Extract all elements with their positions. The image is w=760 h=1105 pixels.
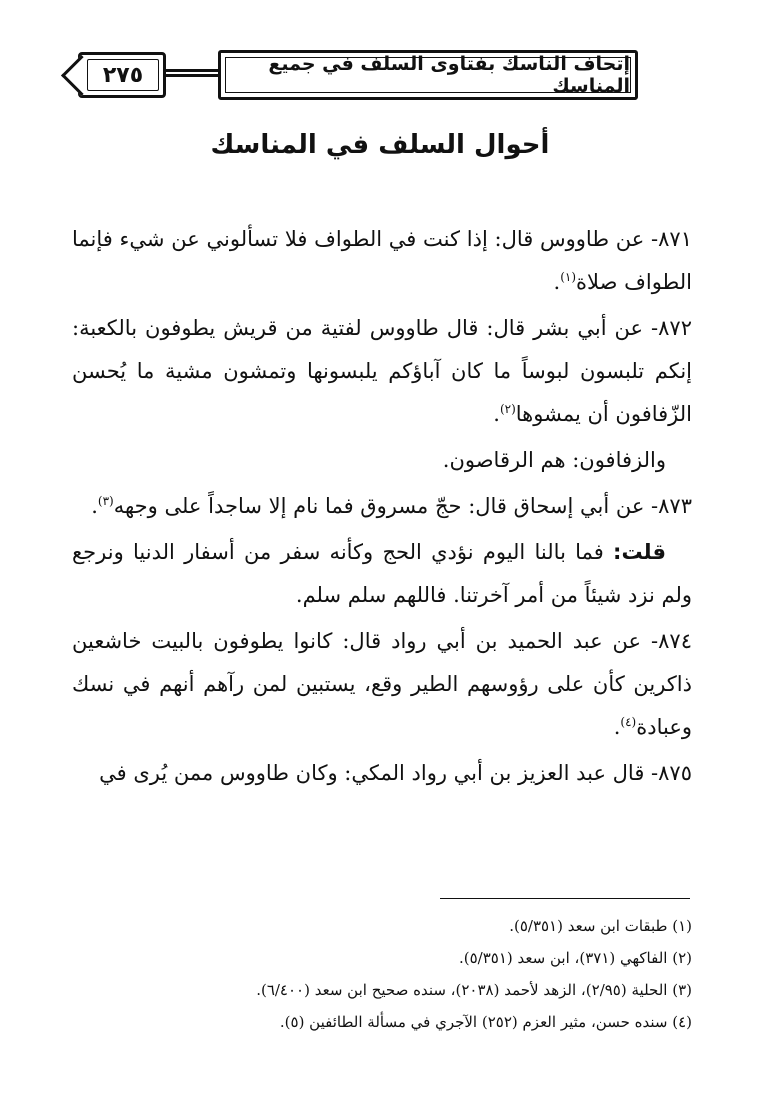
paragraph-lead: قلت: <box>613 540 666 564</box>
page-number: ٢٧٥ <box>87 59 159 91</box>
section-heading: أحوال السلف في المناسك <box>210 130 550 160</box>
paragraph <box>72 307 692 436</box>
paragraph-number: ٨٧٢- <box>651 316 692 340</box>
body-text <box>72 218 692 798</box>
paragraph-number: ٨٧١- <box>651 227 692 251</box>
paragraph-number: ٨٧٤- <box>651 629 692 653</box>
paragraph <box>72 752 692 795</box>
paragraph-end: . <box>613 715 621 739</box>
footnote-ref: (٣) <box>97 494 114 508</box>
footnotes <box>72 910 692 1038</box>
footnote-ref: (٢) <box>499 402 516 416</box>
paragraph-text: عن أبي إسحاق قال: حجّ مسروق فما نام إلا ساجداً على وجهه <box>113 494 652 518</box>
paragraph <box>72 531 692 617</box>
paragraph-text: فما بالنا اليوم نؤدي الحج وكأنه سفر من أسفار الدنيا ونرجع ولم نزد شيئاً من أمر آخرتنا. فاللهم سلم سلم. <box>72 540 692 607</box>
paragraph-end: . <box>553 270 561 294</box>
paragraph-number: ٨٧٣- <box>651 494 692 518</box>
paragraph-number: ٨٧٥- <box>651 761 692 785</box>
paragraph <box>72 485 692 528</box>
paragraph-text: والزفافون: هم الرقاصون. <box>442 448 666 472</box>
page-number-badge <box>78 52 166 98</box>
paragraph <box>72 439 692 482</box>
footnote: (٣) الحلية (٢/٩٥)، الزهد لأحمد (٢٠٣٨)، سنده صحيح ابن سعد (٦/٤٠٠). <box>256 981 692 999</box>
page-header <box>0 0 760 110</box>
running-title: إتحاف الناسك بفتاوى السلف في جميع المناسك <box>225 57 631 93</box>
footnote-divider <box>440 898 690 899</box>
paragraph-text: عن أبي بشر قال: قال طاووس لفتية من قريش يطوفون بالكعبة: إنكم تلبسون لبوساً ما كان آباؤكم يلبسونها وتمشون مشية ما يُحسن الزّفافون أن يمشوها <box>72 316 692 426</box>
paragraph-end: . <box>493 402 500 426</box>
footnote: (١) طبقات ابن سعد (٥/٣٥١). <box>509 917 692 935</box>
footnote: (٢) الفاكهي (٣٧١)، ابن سعد (٥/٣٥١). <box>459 949 692 967</box>
footnote: (٤) سنده حسن، مثير العزم (٢٥٢) الآجري في مسألة الطائفين (٥). <box>279 1013 692 1031</box>
paragraph-text: عن عبد الحميد بن أبي رواد قال: كانوا يطوفون بالبيت خاشعين ذاكرين كأن على رؤوسهم الطير وقع، يستبين لمن رآهم أنهم في نسك وعبادة <box>72 629 692 739</box>
footnote-ref: (٤) <box>620 715 637 729</box>
paragraph-text: عن طاووس قال: إذا كنت في الطواف فلا تسألوني عن شيء فإنما الطواف صلاة <box>72 227 692 294</box>
paragraph <box>72 218 692 304</box>
footnote-ref: (١) <box>560 270 577 284</box>
paragraph-text: قال عبد العزيز بن أبي رواد المكي: وكان طاووس ممن يُرى في <box>99 761 652 785</box>
header-connector <box>166 69 220 77</box>
paragraph <box>72 620 692 749</box>
running-title-frame <box>218 50 638 100</box>
paragraph-end: . <box>91 494 98 518</box>
